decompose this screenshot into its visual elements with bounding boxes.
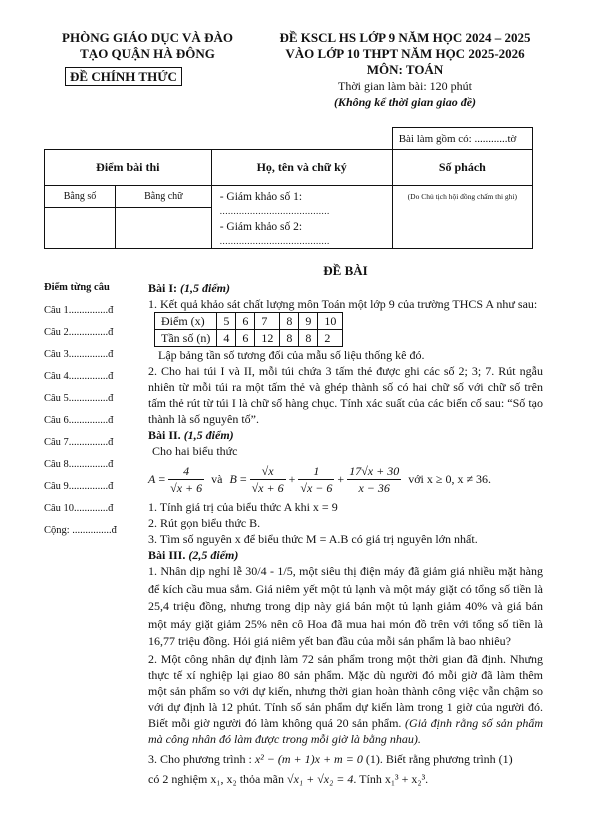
exam-subject: MÔN: TOÁN [366, 62, 444, 77]
grading-table [44, 127, 533, 249]
section2-condition: với x ≥ 0, x ≠ 36. [408, 472, 492, 486]
freq-n-cell: 8 [299, 330, 318, 347]
score-text-blank [116, 208, 212, 249]
pages-count: Bài làm gồm có: ............tờ [392, 128, 532, 150]
points-row: Câu 7...............đ [44, 437, 114, 448]
exam-time: Thời gian làm bài: 120 phút [338, 79, 472, 93]
points-row: Câu 9...............đ [44, 481, 114, 492]
points-column-title: Điểm từng câu [44, 282, 110, 293]
section1-title: Bài I: [148, 281, 178, 295]
score-number-label: Bằng số [45, 186, 116, 208]
section3-q3 [148, 751, 543, 767]
code-header: Số phách [392, 150, 532, 186]
section3-q3-condition: √x₁ + √x₂ = 4 [287, 771, 354, 786]
section3-q2-note: (Giả định rằng số sản phẩm mà công nhân đó làm được trong mỗi giờ là bằng nhau). [148, 715, 543, 746]
section3-q3-equation: x² − (m + 1)x + m = 0 [254, 751, 363, 766]
section2-q3: 3. Tìm số nguyên x để biểu thức M = A.B có giá trị nguyên lớn nhất. [148, 532, 478, 546]
freq-n-cell: 2 [318, 330, 343, 347]
examiner1-dots: ........................................ [219, 206, 330, 216]
freq-n-cell: 12 [255, 330, 280, 347]
section3-q3c: có 2 nghiệm x₁, x₂ thỏa mãn [148, 771, 285, 786]
section1-q1b: Lập bảng tần số tương đối của mẫu số liệu thống kê đó. [158, 348, 425, 362]
freq-x-cell: 9 [299, 313, 318, 330]
exam-body-title: ĐỀ BÀI [323, 263, 368, 278]
points-row: Câu 6...............đ [44, 415, 114, 426]
points-row: Câu 3...............đ [44, 349, 114, 360]
freq-x-cell: 8 [280, 313, 299, 330]
section3-points: (2,5 điểm) [188, 548, 239, 562]
section3-title: Bài III. [148, 548, 186, 562]
department-line2: TẠO QUẬN HÀ ĐÔNG [80, 46, 215, 61]
section3-q1: 1. Nhân dịp nghỉ lễ 30/4 - 1/5, một siêu thị điện máy đã giảm giá nhiều mặt hàng để kích cầu mua sắm. Giá niêm yết một tủ lạnh và một máy giặt có tổng số tiền là 25,4 triệu đồng, nhưng trong dịp này giá bán một tủ lạnh giảm 40% và giá bán một máy giặt giảm 25% nên cô Hoa đã mua hai món đồ trên với tổng số tiền là 16,77 triệu đồng. Hỏi giá niêm yết ban đầu của mỗi sản phẩm là bao nhiêu? [148, 564, 543, 648]
names-header: Họ, tên và chữ ký [211, 150, 392, 186]
points-row: Cộng: ...............đ [44, 525, 117, 536]
freq-x-cell: 7 [255, 313, 280, 330]
freq-header-n: Tần số (n) [155, 330, 217, 347]
examiner2-dots: ........................................ [219, 236, 330, 246]
points-row: Câu 4...............đ [44, 371, 114, 382]
section2-q2: 2. Rút gọn biểu thức B. [148, 516, 261, 530]
section3-q3b: (1). Biết rằng phương trình (1) [365, 751, 513, 766]
section2-q1: 1. Tính giá trị của biểu thức A khi x = 9 [148, 500, 338, 514]
points-row: Câu 8...............đ [44, 459, 114, 470]
department-header [40, 30, 255, 62]
department-line1: PHÒNG GIÁO DỤC VÀ ĐÀO [62, 30, 233, 45]
score-text-label: Bằng chữ [116, 186, 212, 208]
section3-q2-text: 2. Một công nhân dự định làm 72 sản phẩm trong một thời gian đã định. Nhưng thực tế xí nghiệp lại giao 80 sản phẩm. Mặc dù người đó mỗi giờ đã làm thêm một sản phẩm so với dự kiến, nhưng thời gian hoàn thành công việc vẫn chậm so với dự định là 12 phút. Tính số sản phẩm dự kiến làm trong 1 giờ của người đó. Biết mỗi giờ người đó làm không quá 20 sản phẩm. [148, 651, 543, 730]
score-header: Điểm bài thi [45, 150, 212, 186]
section3-q3a: 3. Cho phương trình : [148, 751, 252, 766]
section2-intro: Cho hai biểu thức [152, 444, 238, 458]
section3-q3-line2 [148, 771, 543, 787]
freq-n-cell: 6 [236, 330, 255, 347]
exam-header [240, 30, 570, 110]
section1-points: (1,5 điểm) [180, 281, 231, 295]
examiner1-label: - Giám khảo số 1: [219, 191, 303, 203]
points-column [44, 282, 117, 536]
freq-x-cell: 10 [318, 313, 343, 330]
examiner2-label: - Giám khảo số 2: [219, 221, 303, 233]
points-row: Câu 5...............đ [44, 393, 114, 404]
exam-time-note: (Không kể thời gian giao đề) [333, 95, 477, 109]
code-note: (Do Chủ tịch hội đồng chấm thi ghi) [392, 186, 532, 249]
section1-q2: 2. Cho hai túi I và II, mỗi túi chứa 3 tấm thẻ được ghi các số 2; 3; 7. Rút ngẫu nhiên từ mỗi túi ra một tấm thẻ và ghép thành số có hai chữ số với chữ số trên tấm thẻ rút từ túi I là chữ số hàng chục. Tính xác suất của các biến cố sau: “Số tạo thành là số nguyên tố”. [148, 364, 543, 426]
points-row: Câu 1...............đ [44, 305, 114, 316]
exam-title-line1: ĐỀ KSCL HS LỚP 9 NĂM HỌC 2024 – 2025 [279, 30, 531, 45]
section2-points: (1,5 điểm) [183, 428, 234, 442]
freq-x-cell: 6 [236, 313, 255, 330]
section3-q2 [148, 651, 543, 747]
score-number-blank [45, 208, 116, 249]
examiners-cell [211, 186, 392, 249]
exam-content [148, 280, 543, 787]
section3-q3d: . Tính x₁³ + x₂³. [353, 771, 429, 786]
points-row: Câu 2...............đ [44, 327, 114, 338]
official-badge: ĐỀ CHÍNH THỨC [65, 67, 182, 86]
section1-q1: 1. Kết quả khảo sát chất lượng môn Toán một lớp 9 của trường THCS A như sau: [148, 297, 538, 311]
freq-x-cell: 5 [217, 313, 236, 330]
freq-header-x: Điểm (x) [155, 313, 217, 330]
freq-n-cell: 8 [280, 330, 299, 347]
freq-n-cell: 4 [217, 330, 236, 347]
expressions-formula: A = $\frac{4}{√x + 6}$ và B = $\frac{√x}{√x + 6}$ + $\frac{1}{√x - 6}$ + $\frac{17√x + 30}{x - 36}$ với x ≥ 0, x ≠ 36. [148, 463, 492, 495]
frequency-table [154, 312, 343, 347]
exam-title-line2: VÀO LỚP 10 THPT NĂM HỌC 2025-2026 [285, 46, 525, 61]
points-row: Câu 10.............đ [44, 503, 114, 514]
section2-title: Bài II. [148, 428, 181, 442]
